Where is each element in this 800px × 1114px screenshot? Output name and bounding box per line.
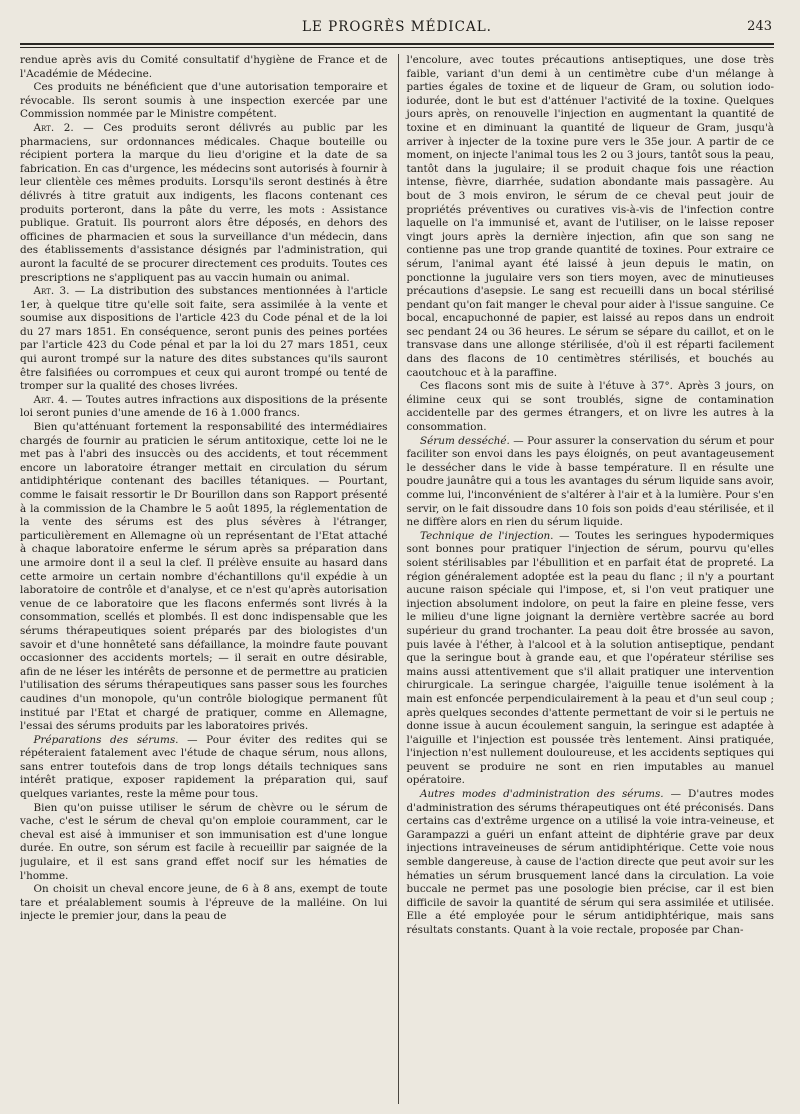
paragraph-text: l'encolure, avec toutes précautions antiseptiques, une dose très faible, variant d'un demi à un centimètre cube d'un mélange à parties égales de toxine et de liqueur de Gram, ou solution iodo-iodurée, dont le but est d'atténuer l'activité de la toxine. Quelques jours après, on renouvelle l'injection en augmentant la quantité de toxine et en diminuant la quantité de liqueur de Gram, jusqu'à arriver à injecter de la toxine pure vers le 35e jour. A partir de ce moment, on injecte l'animal tous les 2 ou 3 jours, tantôt sous la peau, tantôt dans la jugulaire; il se produit chaque fois une réaction intense, fièvre, diarrhée, sudation abondante mais passagère. Au bout de 3 mois environ, le sérum de ce cheval peut jouir de propriétés préventives ou curatives vis-à-vis de l'infection contre laquelle on l'a immunisé et, avant de l'utiliser, on le laisse reposer vingt jours après la dernière injection, afin que son sang ne contienne pas une trop grande quantité de toxines. Pour extraire ce sérum, l'animal ayant été laissé à jeun depuis le matin, on ponctionne la jugulaire vers son tiers moyen, avec de minutieuses précautions d'asepsie. Le sang est recueilli dans un bocal stérilisé pendant qu'on fait manger le cheval pour aider à l'issue sanguine. Ce bocal, encapuchonné de papier, est laissé au repos dans un endroit sec pendant 24 ou 36 heures. Le sérum se sépare du caillot, et on le transvase dans une allonge stérilisée, d'où il est réparti facilement dans des flacons de 10 centimètres stérilisés, et bouchés au caoutchouc et à la paraffine. [406, 54, 774, 379]
paragraph-text: Bien qu'atténuant fortement la responsabilité des intermédiaires chargés de fournir au praticien le sérum antitoxique, cette loi ne le met pas à l'abri des insuccès ou des accidents, et tout récemment encore un laboratoire étranger mettait en circulation du sérum antidiphtérique contenant des bacilles tétaniques. — Pourtant, comme le faisait ressortir le Dr Bourillon dans son Rapport présenté à la commission de la Chambre le 5 août 1895, la réglementation de la vente des sérums est des plus sévères à l'étranger, particulièrement en Allemagne où un représentant de l'Etat attaché à chaque laboratoire enferme le sérum après sa préparation dans une armoire dont il a seul la clef. Il prélève ensuite au hasard dans cette armoire un certain nombre d'échantillons qu'il expédie à un laboratoire de contrôle et d'analyse, et ce n'est qu'après autorisation venue de ce laboratoire que les flacons enfermés sont livrés à la consommation, scellés et plombés. Il est donc indispensable que les sérums thérapeutiques soient préparés par des biologistes d'un savoir et d'une honnêteté sans défaillance, la moindre faute pouvant occasionner des accidents mortels; — il serait en outre désirable, afin de ne léser les intérêts de personne et de permettre au praticien l'utilisation des sérums thérapeutiques sans passer sous les fourches caudines d'un monopole, qu'un contrôle biologique permanent fût institué par l'Etat et chargé de pratiquer, comme en Allemagne, l'essai des sérums produits par les laboratoires privés. [20, 421, 388, 733]
paragraph [20, 122, 388, 285]
journal-title: LE PROGRÈS MÉDICAL. [302, 19, 492, 35]
paragraph-lead: Art. 3. — [33, 285, 86, 298]
paragraph-text: Ces flacons sont mis de suite à l'étuve à 37°. Après 3 jours, on élimine ceux qui se sont troublés, signe de contamination accidentelle par des germes étrangers, et on livre les autres à la consommation. [406, 380, 774, 434]
text-columns [20, 54, 774, 1104]
header-rule [20, 43, 774, 45]
paragraph [20, 883, 388, 924]
paragraph-text: Toutes les seringues hypodermiques sont bonnes pour pratiquer l'injection de sérum, pourvu qu'elles soient stérilisables par l'ébullition et en parfait état de propreté. La région généralement adoptée est la peau du flanc ; il n'y a pourtant aucune raison spéciale qui l'impose, et, si l'on veut pratiquer une injection absolument indolore, on peut la faire en pleine fesse, vers le milieu d'une ligne joignant la dernière vertèbre sacrée au bord supérieur du grand trochanter. La peau doit être brossée au savon, puis lavée à l'éther, à l'alcool et à la solution antiseptique, pendant que la seringue bout à grande eau, et que l'opérateur stérilise ses mains aussi attentivement que s'il allait pratiquer une intervention chirurgicale. La seringue chargée, l'aiguille tenue isolément à la main est enfoncée perpendiculairement à la peau et d'un seul coup ; après quelques secondes d'attente permettant de voir si le pertuis ne donne issue à aucun écoulement sanguin, la seringue est adaptée à l'aiguille et l'injection est poussée très lentement. Ainsi pratiquée, l'injection n'est nullement douloureuse, et les accidents septiques qui peuvent se produire ne sont en rien imputables au manuel opératoire. [406, 529, 774, 787]
paragraph-text: Toutes autres infractions aux dispositions de la présente loi seront punies d'une amende de 16 à 1.000 francs. [20, 393, 388, 420]
paragraph-lead: Art. 4. — [33, 393, 83, 406]
paragraph-lead: Sérum desséché. — [420, 434, 524, 447]
paragraph-text: rendue après avis du Comité consultatif d'hygiène de France et de l'Académie de Médecine. [20, 54, 388, 80]
paragraph [20, 802, 388, 884]
paragraph [407, 380, 775, 434]
page-number: 243 [747, 19, 772, 34]
paragraph-text: Bien qu'on puisse utiliser le sérum de chèvre ou le sérum de vache, c'est le sérum de cheval qu'on emploie couramment, car le cheval est aisé à immuniser et son immunisation est d'une longue durée. En outre, son sérum est facile à recueillir par saignée de la jugulaire, et il est sans grand effet nocif sur les hématies de l'homme. [20, 801, 388, 882]
paragraph [407, 435, 775, 530]
paragraph-text: Pour éviter des redites qui se répéteraient fatalement avec l'étude de chaque sérum, nous allons, sans entrer toutefois dans de trop longs détails techniques sans intérêt pratique, exposer rapidement la préparation qui, sauf quelques variantes, reste la même pour tous. [20, 733, 388, 801]
right-column [398, 54, 775, 1104]
running-header [20, 14, 774, 40]
paragraph [20, 54, 388, 81]
paragraph [407, 54, 775, 380]
paragraph-text: On choisit un cheval encore jeune, de 6 à 8 ans, exempt de toute tare et préalablement soumis à l'épreuve de la malléine. On lui injecte le premier jour, dans la peau de [20, 883, 388, 923]
paragraph-text: Ces produits ne bénéficient que d'une autorisation temporaire et révocable. Ils seront soumis à une inspection exercée par une Commission nommée par le Ministre compétent. [20, 81, 388, 121]
paragraph [20, 81, 388, 122]
paragraph [20, 394, 388, 421]
paragraph [20, 734, 388, 802]
left-column [20, 54, 388, 1104]
paragraph-lead: Préparations des sérums. — [33, 733, 198, 746]
paragraph-lead: Autres modes d'administration des sérums. — [420, 788, 682, 801]
paragraph [20, 285, 388, 394]
paragraph [407, 530, 775, 788]
paragraph-text: Pour assurer la conservation du sérum et pour faciliter son envoi dans les pays éloignés, on peut avantageusement le dessécher dans le vide à basse température. Il en résulte une poudre jaunâtre qui a tous les avantages du sérum liquide sans avoir, comme lui, l'inconvénient de s'altérer à l'air et à la lumière. Pour s'en servir, on le fait dissoudre dans 10 fois son poids d'eau stérilisée, et il ne diffère alors en rien du sérum liquide. [406, 434, 774, 529]
paragraph-text: Ces produits seront délivrés au public par les pharmaciens, sur ordonnances médicales. Chaque bouteille ou récipient portera la marque du lieu d'origine et la date de sa fabrication. En cas d'urgence, les médecins sont autorisés à fournir à leur clientèle ces mêmes produits. Lorsqu'ils seront destinés à être délivrés à titre gratuit aux indigents, les flacons contenant ces produits porteront, dans la pâte du verre, les mots : Assistance publique. Gratuit. Ils pourront alors être déposés, en dehors des officines de pharmacien et sous la surveillance d'un médecin, dans des établissements d'assistance désignés par l'administration, qui auront la faculté de se procurer directement ces produits. Toutes ces prescriptions ne s'appliquent pas au vaccin humain ou animal. [20, 121, 388, 284]
paragraph [20, 421, 388, 734]
paragraph-text: La distribution des substances mentionnées à l'article 1er, à quelque titre qu'elle soit faite, sera assimilée à la vente et soumise aux dispositions de l'article 423 du Code pénal et de la loi du 27 mars 1851. En conséquence, seront punis des peines portées par l'article 423 du Code pénal et par la loi du 27 mars 1851, ceux qui auront trompé sur la nature des dites substances qu'ils sauront être falsifiées ou corrompues et ceux qui auront trompé ou tenté de tromper sur la qualité des choses livrées. [20, 285, 388, 393]
paragraph-lead: Art. 2. — [33, 121, 94, 134]
paragraph-lead: Technique de l'injection. — [420, 529, 570, 542]
header-rule-thin [20, 47, 774, 48]
paragraph [407, 788, 775, 938]
paragraph-text: D'autres modes d'administration des sérums thérapeutiques ont été préconisés. Dans certains cas d'extrême urgence on a utilisé la voie intra-veineuse, et Garampazzi a guéri un enfant atteint de diphtérie grave par deux injections intraveineuses de sérum antidiphtérique. Cette voie nous semble dangereuse, à cause de l'action directe que peut avoir sur les hématies un sérum brusquement lancé dans la circulation. La voie buccale ne permet pas une posologie bien précise, car il est bien difficile de savoir la quantité de sérum qui sera assimilée et utilisée. Elle a été employée pour le sérum antidiphtérique, mais sans résultats constants. Quant à la voie rectale, proposée par Chan- [406, 788, 774, 936]
